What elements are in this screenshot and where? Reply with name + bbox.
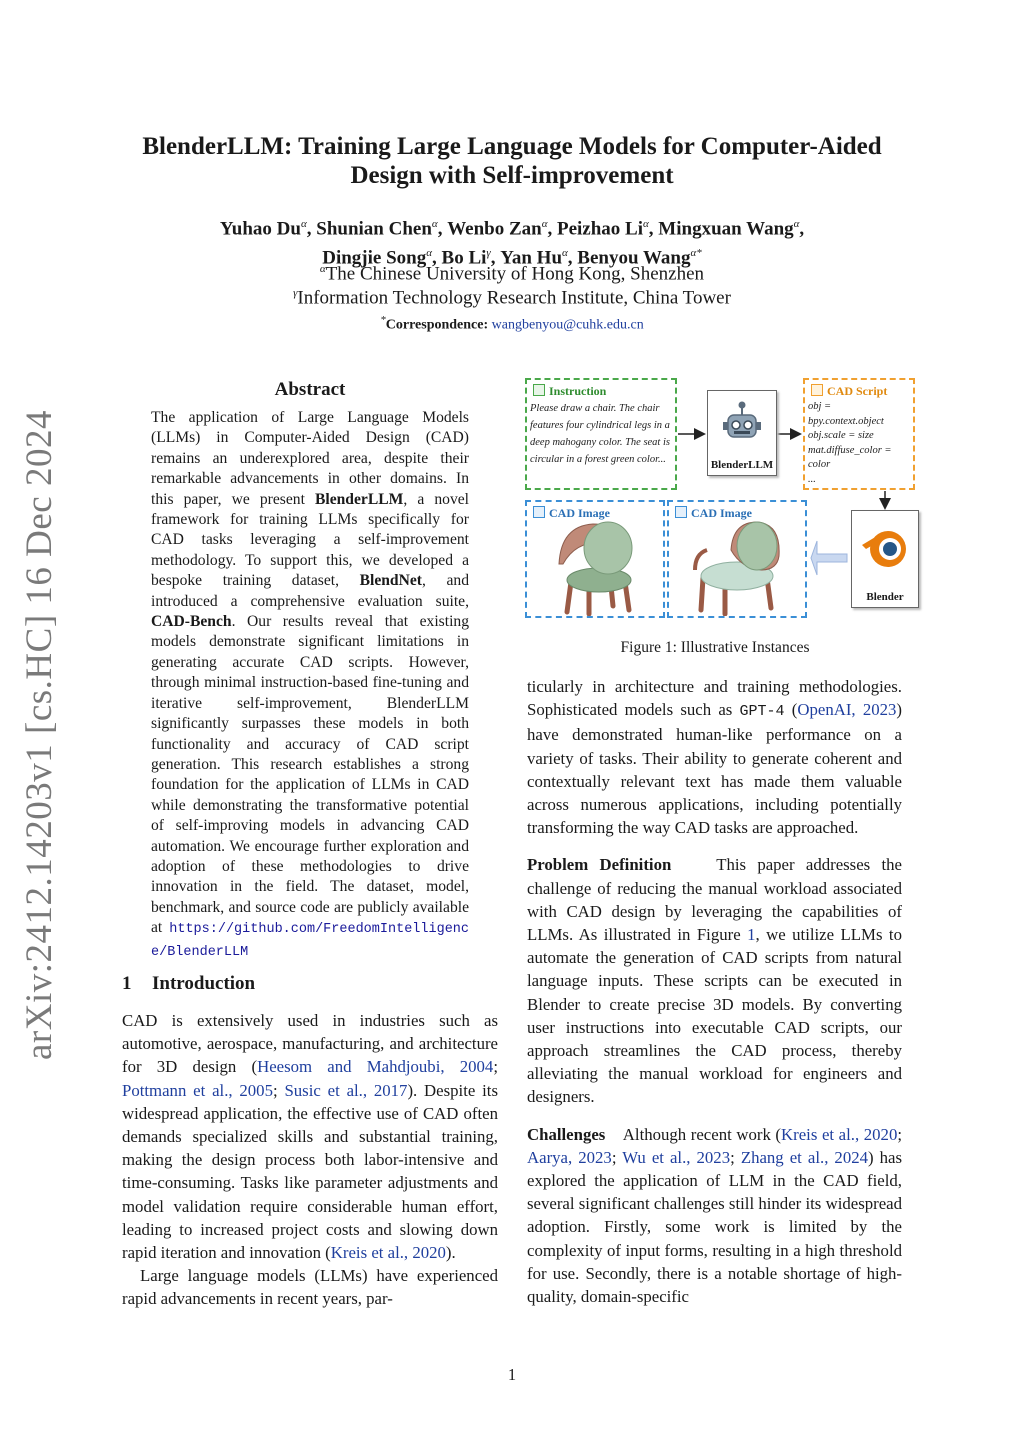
author-name: Wenbo Zan bbox=[447, 218, 542, 240]
cad-script-title bbox=[811, 384, 887, 399]
paragraph-heading: Problem Definition bbox=[527, 855, 672, 875]
abstract-text: , a novel framework for training LLMs specifically for CAD tasks leveraging a self-improvement methodology. To support this, we developed a bespoke training dataset, bbox=[151, 490, 469, 590]
citation-link[interactable]: Susic et al., 2017 bbox=[284, 1080, 408, 1100]
section-title: Introduction bbox=[152, 973, 256, 994]
citation-link[interactable]: Wu et al., 2023 bbox=[622, 1147, 731, 1167]
author-name: Bo Li bbox=[441, 247, 487, 269]
body-text: ticularly in architecture and training methodologies. Sophisticated models such as bbox=[527, 677, 902, 720]
affiliation-text: The Chinese University of Hong Kong, Shenzhen bbox=[325, 263, 705, 285]
body-text: , we utilize LLMs to automate the generation of CAD scripts from natural language inputs. These scripts can be executed in Blender to create precise 3D models. By converting user instructions into executable CAD scripts, our approach streamlines the CAD process, thereby alleviating the manual workload for engineers and designers. bbox=[527, 925, 902, 1107]
abstract-text: . Our results reveal that existing models demonstrate significant limitations in generating accurate CAD scripts. However, through minimal instruction-based fine-tuning and iterative self-improvement, BlenderLLM significantly surpasses these models in both functionality and accuracy of CAD script generation. This research establishes a strong foundation for the application of LLMs in CAD while demonstrating the transformative potential of self-improving models in advancing CAD automation. We encourage further exploration and adoption of these methodologies to drive innovation in the field. The dataset, model, benchmark, and source code are publicly available at bbox=[151, 613, 469, 937]
body-text: ) has explored the application of LLM in the CAD field, several significant challenges still hinder its widespread adoption. Firstly, some work is limited by the complexity of input forms, resulting in a high threshold for use. Secondly, there is a notable shortage of high-quality, domain-specific bbox=[527, 1147, 903, 1307]
chair-render-1 bbox=[553, 520, 643, 616]
author-affil-mark: α bbox=[541, 218, 548, 230]
figure-1 bbox=[525, 376, 920, 621]
blenderllm-label: BlenderLLM bbox=[710, 459, 774, 471]
checkbox-icon bbox=[675, 506, 687, 518]
paragraph-llm-advances bbox=[527, 675, 902, 839]
citation-separator: ; bbox=[493, 1057, 498, 1077]
section-heading-introduction bbox=[122, 973, 255, 995]
citation-link[interactable]: Zhang et al., 2024 bbox=[740, 1147, 868, 1167]
citation-link[interactable]: Pottmann et al., 2005 bbox=[122, 1080, 273, 1100]
paragraph-problem-definition bbox=[527, 853, 902, 1108]
intro-text: CAD is extensively used in industries such as automotive, aerospace, manufacturing, and architecture for 3D design ( bbox=[122, 1011, 498, 1077]
chair-render-2 bbox=[691, 520, 787, 616]
arrow-blender-to-images bbox=[811, 541, 847, 575]
body-text: Although recent work ( bbox=[622, 1124, 782, 1144]
robot-icon bbox=[708, 391, 776, 457]
body-text: ) have demonstrated human-like performance on a variety of tasks. Their ability to generate coherent and contextually relevant text has made them valuable across numerous applications, including potentially transforming the way CAD tasks are approached. bbox=[527, 700, 902, 838]
cad-image-title-text: CAD Image bbox=[549, 506, 610, 520]
citation-separator: ; bbox=[730, 1147, 741, 1167]
abstract-bold-blendnet: BlendNet bbox=[359, 572, 422, 590]
author-name: Peizhao Li bbox=[556, 218, 644, 240]
citation-link[interactable]: Kreis et al., 2020 bbox=[330, 1243, 446, 1263]
citation-link[interactable]: OpenAI, 2023 bbox=[797, 700, 897, 720]
abstract-heading: Abstract bbox=[274, 379, 346, 400]
author-affil-mark: α bbox=[793, 218, 800, 230]
blender-node bbox=[851, 510, 919, 608]
affiliation-2 bbox=[112, 287, 912, 309]
checkbox-icon bbox=[533, 506, 545, 518]
title-line-1: BlenderLLM: Training Large Language Models for Computer-Aided bbox=[142, 133, 882, 160]
intro-paragraph-2: Large language models (LLMs) have experienced rapid advancements in recent years, par- bbox=[122, 1266, 498, 1309]
abstract-text: , and introduced a comprehensive evaluation suite, bbox=[151, 572, 469, 610]
cad-script-code bbox=[808, 400, 910, 487]
affiliation-mark: γ bbox=[293, 287, 298, 299]
blender-label: Blender bbox=[866, 591, 904, 603]
figure-ref-link[interactable]: 1 bbox=[747, 925, 756, 945]
author-name: Yan Hu bbox=[500, 247, 563, 269]
abstract-bold-cadbench: CAD-Bench bbox=[151, 613, 232, 631]
abstract-text: The application of Large Language Models (LLMs) in Computer-Aided Design (CAD) remains an underexplored area, despite their remarkable advancements in other domains. In this paper, we present bbox=[151, 409, 469, 508]
author-affil-mark: α bbox=[643, 218, 649, 230]
cad-image-box-1 bbox=[525, 500, 665, 618]
code-line: ... bbox=[808, 473, 816, 485]
author-affil-mark: γ bbox=[486, 247, 491, 260]
figure-caption: Figure 1: Illustrative Instances bbox=[620, 639, 810, 656]
author-affil-mark: α* bbox=[690, 247, 702, 260]
intro-text: ). bbox=[445, 1243, 456, 1263]
gpt4-code-text: GPT-4 bbox=[739, 703, 785, 721]
body-text: This paper addresses the challenge of reducing the manual workload associated with CAD design by leveraging the capabilities of LLMs. As illustrated in Figure bbox=[527, 855, 902, 945]
cad-image-box-2 bbox=[667, 500, 807, 618]
paragraph-heading: Challenges bbox=[527, 1124, 606, 1144]
correspondence-mark: * bbox=[380, 314, 386, 326]
title-line-2: Design with Self-improvement bbox=[350, 162, 674, 189]
introduction-body bbox=[122, 1009, 498, 1311]
author-list bbox=[112, 212, 912, 271]
affiliation-mark: α bbox=[319, 263, 326, 275]
paper-title bbox=[112, 132, 912, 190]
citation-separator: ; bbox=[611, 1147, 623, 1167]
citation-link[interactable]: Heesom and Mahdjoubi, 2004 bbox=[257, 1057, 494, 1077]
citation-separator: ; bbox=[897, 1124, 903, 1144]
cad-image-title bbox=[533, 506, 610, 521]
citation-link[interactable]: Aarya, 2023 bbox=[527, 1147, 612, 1167]
correspondence-email-link[interactable]: wangbenyou@cuhk.edu.cn bbox=[491, 317, 644, 333]
code-line: obj.scale = size bbox=[808, 430, 874, 441]
affiliation-text: Information Technology Research Institute, China Tower bbox=[297, 287, 731, 309]
author-affil-mark: α bbox=[562, 247, 568, 260]
instruction-title-text: Instruction bbox=[549, 384, 607, 398]
cad-image-title bbox=[675, 506, 752, 521]
citation-link[interactable]: Kreis et al., 2020 bbox=[781, 1124, 898, 1144]
section-number: 1 bbox=[122, 973, 132, 994]
citation-separator: ; bbox=[272, 1080, 285, 1100]
instruction-text: Please draw a chair. The chair features four cylindrical legs in a deep mahogany color. The seat is circular in a forest green color... bbox=[530, 403, 670, 465]
author-name: Yuhao Du bbox=[219, 218, 301, 240]
author-name: Mingxuan Wang bbox=[658, 218, 794, 240]
github-url-link[interactable]: https://github.com/FreedomIntelligence/BlenderLLM bbox=[151, 922, 469, 960]
cad-script-title-text: CAD Script bbox=[827, 384, 888, 398]
checkbox-icon bbox=[811, 384, 823, 396]
code-line: color bbox=[808, 459, 831, 470]
blenderllm-node bbox=[707, 390, 777, 476]
author-name: Shunian Chen bbox=[316, 218, 432, 240]
page-number: 1 bbox=[507, 1365, 517, 1384]
intro-text: ). Despite its widespread application, the effective use of CAD often demands specialized skills and substantial training, making the design process both labor-intensive and time-consuming. Tasks like parameter adjustments and model validation require considerable human effort, leading to increased project costs and slowing down rapid iteration and innovation ( bbox=[122, 1080, 498, 1263]
body-text: ( bbox=[784, 700, 798, 720]
cad-script-box bbox=[803, 378, 915, 490]
abstract-bold-blenderllm: BlenderLLM bbox=[314, 490, 404, 508]
correspondence bbox=[112, 314, 912, 334]
code-line: bpy.context.object bbox=[808, 415, 884, 427]
blender-logo-icon bbox=[852, 511, 918, 581]
correspondence-label: Correspondence: bbox=[385, 317, 489, 333]
author-name: Benyou Wang bbox=[577, 247, 691, 269]
author-affil-mark: α bbox=[431, 218, 438, 230]
author-affil-mark: α bbox=[300, 218, 307, 230]
author-affil-mark: α bbox=[426, 247, 433, 260]
arxiv-side-stamp: arXiv:2412.14203v1 [cs.HC] 16 Dec 2024 bbox=[19, 410, 60, 1060]
right-column-body bbox=[527, 675, 902, 1322]
cad-image-title-text: CAD Image bbox=[691, 506, 752, 520]
affiliation-1 bbox=[112, 263, 912, 285]
code-line: mat.diffuse_color = bbox=[808, 444, 892, 456]
code-line: obj = bbox=[808, 401, 832, 412]
paragraph-challenges bbox=[527, 1123, 902, 1309]
author-name: Dingjie Song bbox=[322, 247, 427, 269]
abstract-body bbox=[151, 408, 469, 963]
authors-line-1: Yuhao $Du^\alpha$, Shunian Chen$^\alpha$, Wenbo Zan$^\alpha$, Peizhao $Li^\alpha$, Mingxuan Wang$^\alpha$, bbox=[219, 218, 805, 240]
authors-line-2: Dingjie Song$^\alpha$, Bo $Li^\gamma$, Yan $Hu^\alpha$, Benyou Wang$^{\alpha*}$ bbox=[322, 247, 702, 269]
